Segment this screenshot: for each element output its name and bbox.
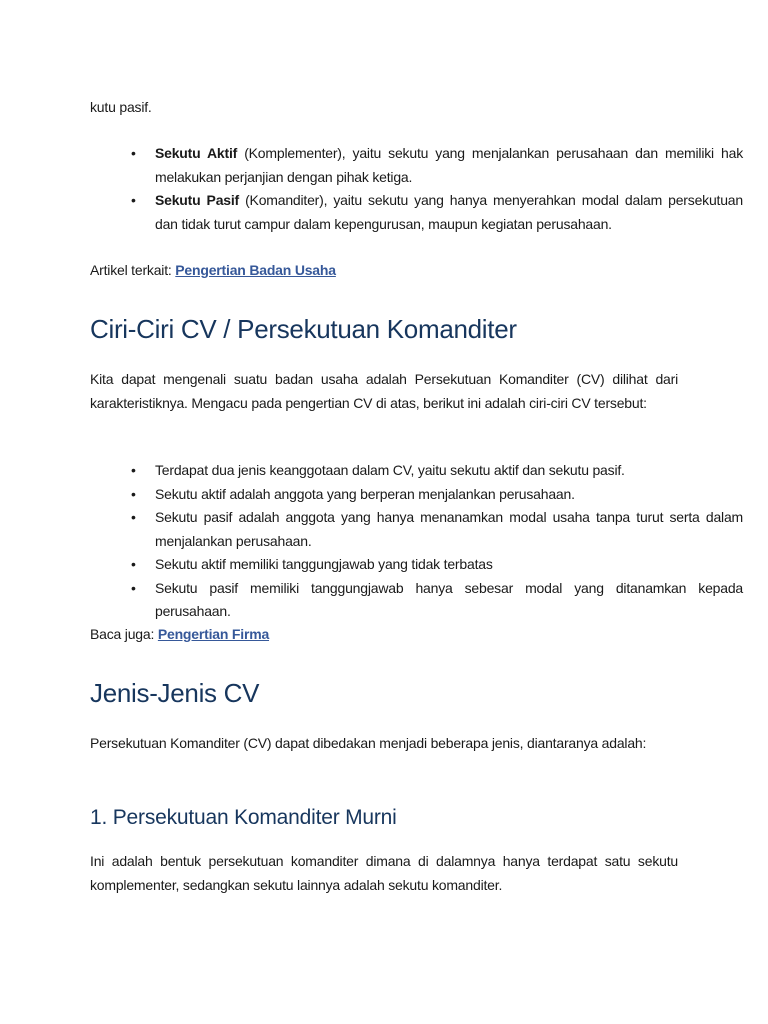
related-article-link[interactable]: Pengertian Badan Usaha bbox=[175, 262, 336, 278]
related-article-prefix: Artikel terkait: bbox=[90, 262, 176, 278]
term-description: (Komanditer), yaitu sekutu yang hanya menyerahkan modal dalam persekutuan dan tidak turut campur dalam kepengurusan, maupun kegiatan perusahaan. bbox=[155, 192, 743, 232]
bullet-icon: • bbox=[131, 509, 136, 525]
bullet-icon: • bbox=[131, 485, 136, 502]
section-heading-types: Jenis-Jenis CV bbox=[90, 678, 260, 708]
list-item bbox=[131, 577, 743, 624]
term-bold: Sekutu Aktif bbox=[155, 145, 238, 161]
list-item-text: Sekutu aktif adalah anggota yang berperan menjalankan perusahaan. bbox=[155, 485, 575, 502]
term-description: (Komplementer), yaitu sekutu yang menjalankan perusahaan dan memiliki hak melakukan perjanjian dengan pihak ketiga. bbox=[155, 145, 743, 185]
bullet-icon: • bbox=[131, 556, 136, 572]
partner-types-list bbox=[90, 142, 743, 236]
list-item bbox=[131, 459, 743, 483]
list-item bbox=[131, 553, 743, 577]
list-item bbox=[131, 189, 743, 236]
characteristics-paragraph: Kita dapat mengenali suatu badan usaha adalah Persekutuan Komanditer (CV) dilihat dari karakteristiknya. Mengacu pada pengertian CV di atas, berikut ini adalah ciri-ciri CV tersebut: bbox=[90, 371, 678, 411]
subsection-heading-murni: 1. Persekutuan Komanditer Murni bbox=[90, 806, 397, 829]
read-also-link[interactable]: Pengertian Firma bbox=[157, 626, 270, 642]
bullet-icon: • bbox=[131, 192, 136, 208]
list-item-text: Sekutu pasif memiliki tanggungjawab hanya sebesar modal yang ditanamkan kepada perusahaan. bbox=[155, 579, 743, 619]
bullet-icon: • bbox=[131, 145, 136, 161]
read-also-prefix: Baca juga: bbox=[90, 626, 158, 642]
read-also bbox=[90, 622, 678, 646]
bullet-icon: • bbox=[131, 462, 136, 478]
list-item bbox=[131, 142, 743, 189]
list-item bbox=[131, 483, 743, 507]
list-item-text: Sekutu aktif memiliki tanggungjawab yang tidak terbatas bbox=[155, 556, 493, 572]
section-heading-characteristics: Ciri-Ciri CV / Persekutuan Komanditer bbox=[90, 314, 517, 344]
types-paragraph: Persekutuan Komanditer (CV) dapat dibedakan menjadi beberapa jenis, diantaranya adalah: bbox=[90, 735, 647, 751]
bullet-icon: • bbox=[131, 579, 136, 596]
intro-fragment: kutu pasif. bbox=[90, 99, 152, 115]
characteristics-list bbox=[90, 459, 743, 624]
related-article bbox=[90, 258, 678, 282]
list-item-text: Sekutu pasif adalah anggota yang hanya menanamkan modal usaha tanpa turut serta dalam menjalankan perusahaan. bbox=[155, 509, 743, 549]
murni-paragraph: Ini adalah bentuk persekutuan komanditer dimana di dalamnya hanya terdapat satu sekutu komplementer, sedangkan sekutu lainnya adalah sekutu komanditer. bbox=[90, 853, 678, 893]
term-bold: Sekutu Pasif bbox=[155, 192, 240, 208]
list-item-text: Terdapat dua jenis keanggotaan dalam CV, yaitu sekutu aktif dan sekutu pasif. bbox=[155, 462, 625, 478]
list-item bbox=[131, 506, 743, 553]
